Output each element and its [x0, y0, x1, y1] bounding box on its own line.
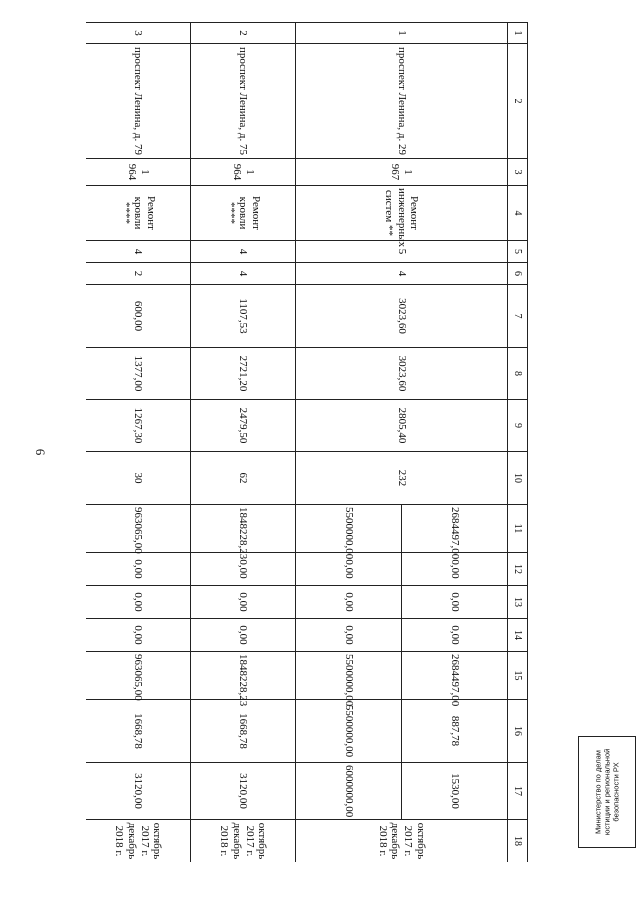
cell: 1848228,23 [191, 652, 296, 700]
cell: проспект Ленина, д. 75 [191, 44, 296, 159]
col-header-8: 8 [508, 348, 528, 400]
cell: 2 [86, 263, 191, 285]
cell: Ремонт инженерных систем ** [296, 186, 508, 241]
table-row [86, 23, 191, 863]
cell: 1377,00 [86, 348, 191, 400]
cell: 2721,20 [191, 348, 296, 400]
cell: 963065,00 [86, 505, 191, 553]
col-header-3: 3 [508, 159, 528, 186]
rotated-table [86, 22, 528, 862]
cell: 5500000,00 [296, 700, 402, 763]
cell: 2805,40 [296, 400, 508, 452]
cell: 1267,30 [86, 400, 191, 452]
cell: проспект Ленина, д. 29 [296, 44, 508, 159]
col-header-16: 16 [508, 700, 528, 763]
cell: 4 [296, 263, 508, 285]
cell: 1 967 [296, 159, 508, 186]
cell: 0,00 [402, 619, 508, 652]
cell: 0,00 [191, 586, 296, 619]
cell: 30 [86, 452, 191, 505]
col-header-13: 13 [508, 586, 528, 619]
cell: 1107,53 [191, 285, 296, 348]
cell: 1 964 [191, 159, 296, 186]
cell: 1848228,23 [191, 505, 296, 553]
col-header-11: 11 [508, 505, 528, 553]
cell: 5500000,00 [296, 652, 402, 700]
cell: 0,00 [86, 553, 191, 586]
cell: октябрь 2017 г. декабрь 2018 г. [296, 820, 508, 863]
col-header-12: 12 [508, 553, 528, 586]
cell: 4 [191, 263, 296, 285]
col-header-4: 4 [508, 186, 528, 241]
col-header-10: 10 [508, 452, 528, 505]
cell: 963065,00 [86, 652, 191, 700]
table-row [402, 23, 508, 863]
cell: 3 [86, 23, 191, 44]
ministry-stamp [578, 736, 636, 848]
cell: Ремонт кровли **** [191, 186, 296, 241]
stamp-text: Министерство по делам юстиции и региональной безопасности РХ [593, 748, 621, 836]
col-header-5: 5 [508, 241, 528, 263]
table-row [191, 23, 296, 863]
cell: 0,00 [86, 586, 191, 619]
header-row [508, 23, 528, 863]
page-number: 6 [33, 448, 48, 456]
repair-table [86, 22, 528, 862]
cell: 3120,00 [86, 763, 191, 820]
cell: 1668,78 [86, 700, 191, 763]
cell: 0,00 [191, 619, 296, 652]
table-container [86, 22, 528, 862]
col-header-2: 2 [508, 44, 528, 159]
cell: 0,00 [86, 619, 191, 652]
cell: 2479,50 [191, 400, 296, 452]
cell: 4 [191, 241, 296, 263]
cell: 2684497,00 [402, 652, 508, 700]
col-header-7: 7 [508, 285, 528, 348]
cell: проспект Ленина, д. 79 [86, 44, 191, 159]
cell: 600,00 [86, 285, 191, 348]
col-header-9: 9 [508, 400, 528, 452]
cell: 0,00 [296, 553, 402, 586]
cell: 0,00 [296, 586, 402, 619]
col-header-18: 18 [508, 820, 528, 863]
col-header-1: 1 [508, 23, 528, 44]
cell: 887,78 [402, 700, 508, 763]
col-header-17: 17 [508, 763, 528, 820]
col-header-15: 15 [508, 652, 528, 700]
cell: Ремонт кровли **** [86, 186, 191, 241]
cell: 4 [86, 241, 191, 263]
cell: 0,00 [191, 553, 296, 586]
cell: 1 [296, 23, 508, 44]
cell: 5 [296, 241, 508, 263]
cell: октябрь 2017 г. декабрь 2018 г. [86, 820, 191, 863]
cell: 3120,00 [191, 763, 296, 820]
cell: 0,00 [296, 619, 402, 652]
cell: 1 964 [86, 159, 191, 186]
cell: 3023,60 [296, 348, 508, 400]
cell: 2684497,00 [402, 505, 508, 553]
cell: 3023,60 [296, 285, 508, 348]
cell: 1530,00 [402, 763, 508, 820]
cell: 5500000,00 [296, 505, 402, 553]
cell: 62 [191, 452, 296, 505]
cell: 232 [296, 452, 508, 505]
cell: октябрь 2017 г. декабрь 2018 г. [191, 820, 296, 863]
cell: 2 [191, 23, 296, 44]
col-header-14: 14 [508, 619, 528, 652]
cell: 6000000,00 [296, 763, 402, 820]
cell: 0,00 [402, 586, 508, 619]
cell: 1668,78 [191, 700, 296, 763]
col-header-6: 6 [508, 263, 528, 285]
cell: 0,00 [402, 553, 508, 586]
